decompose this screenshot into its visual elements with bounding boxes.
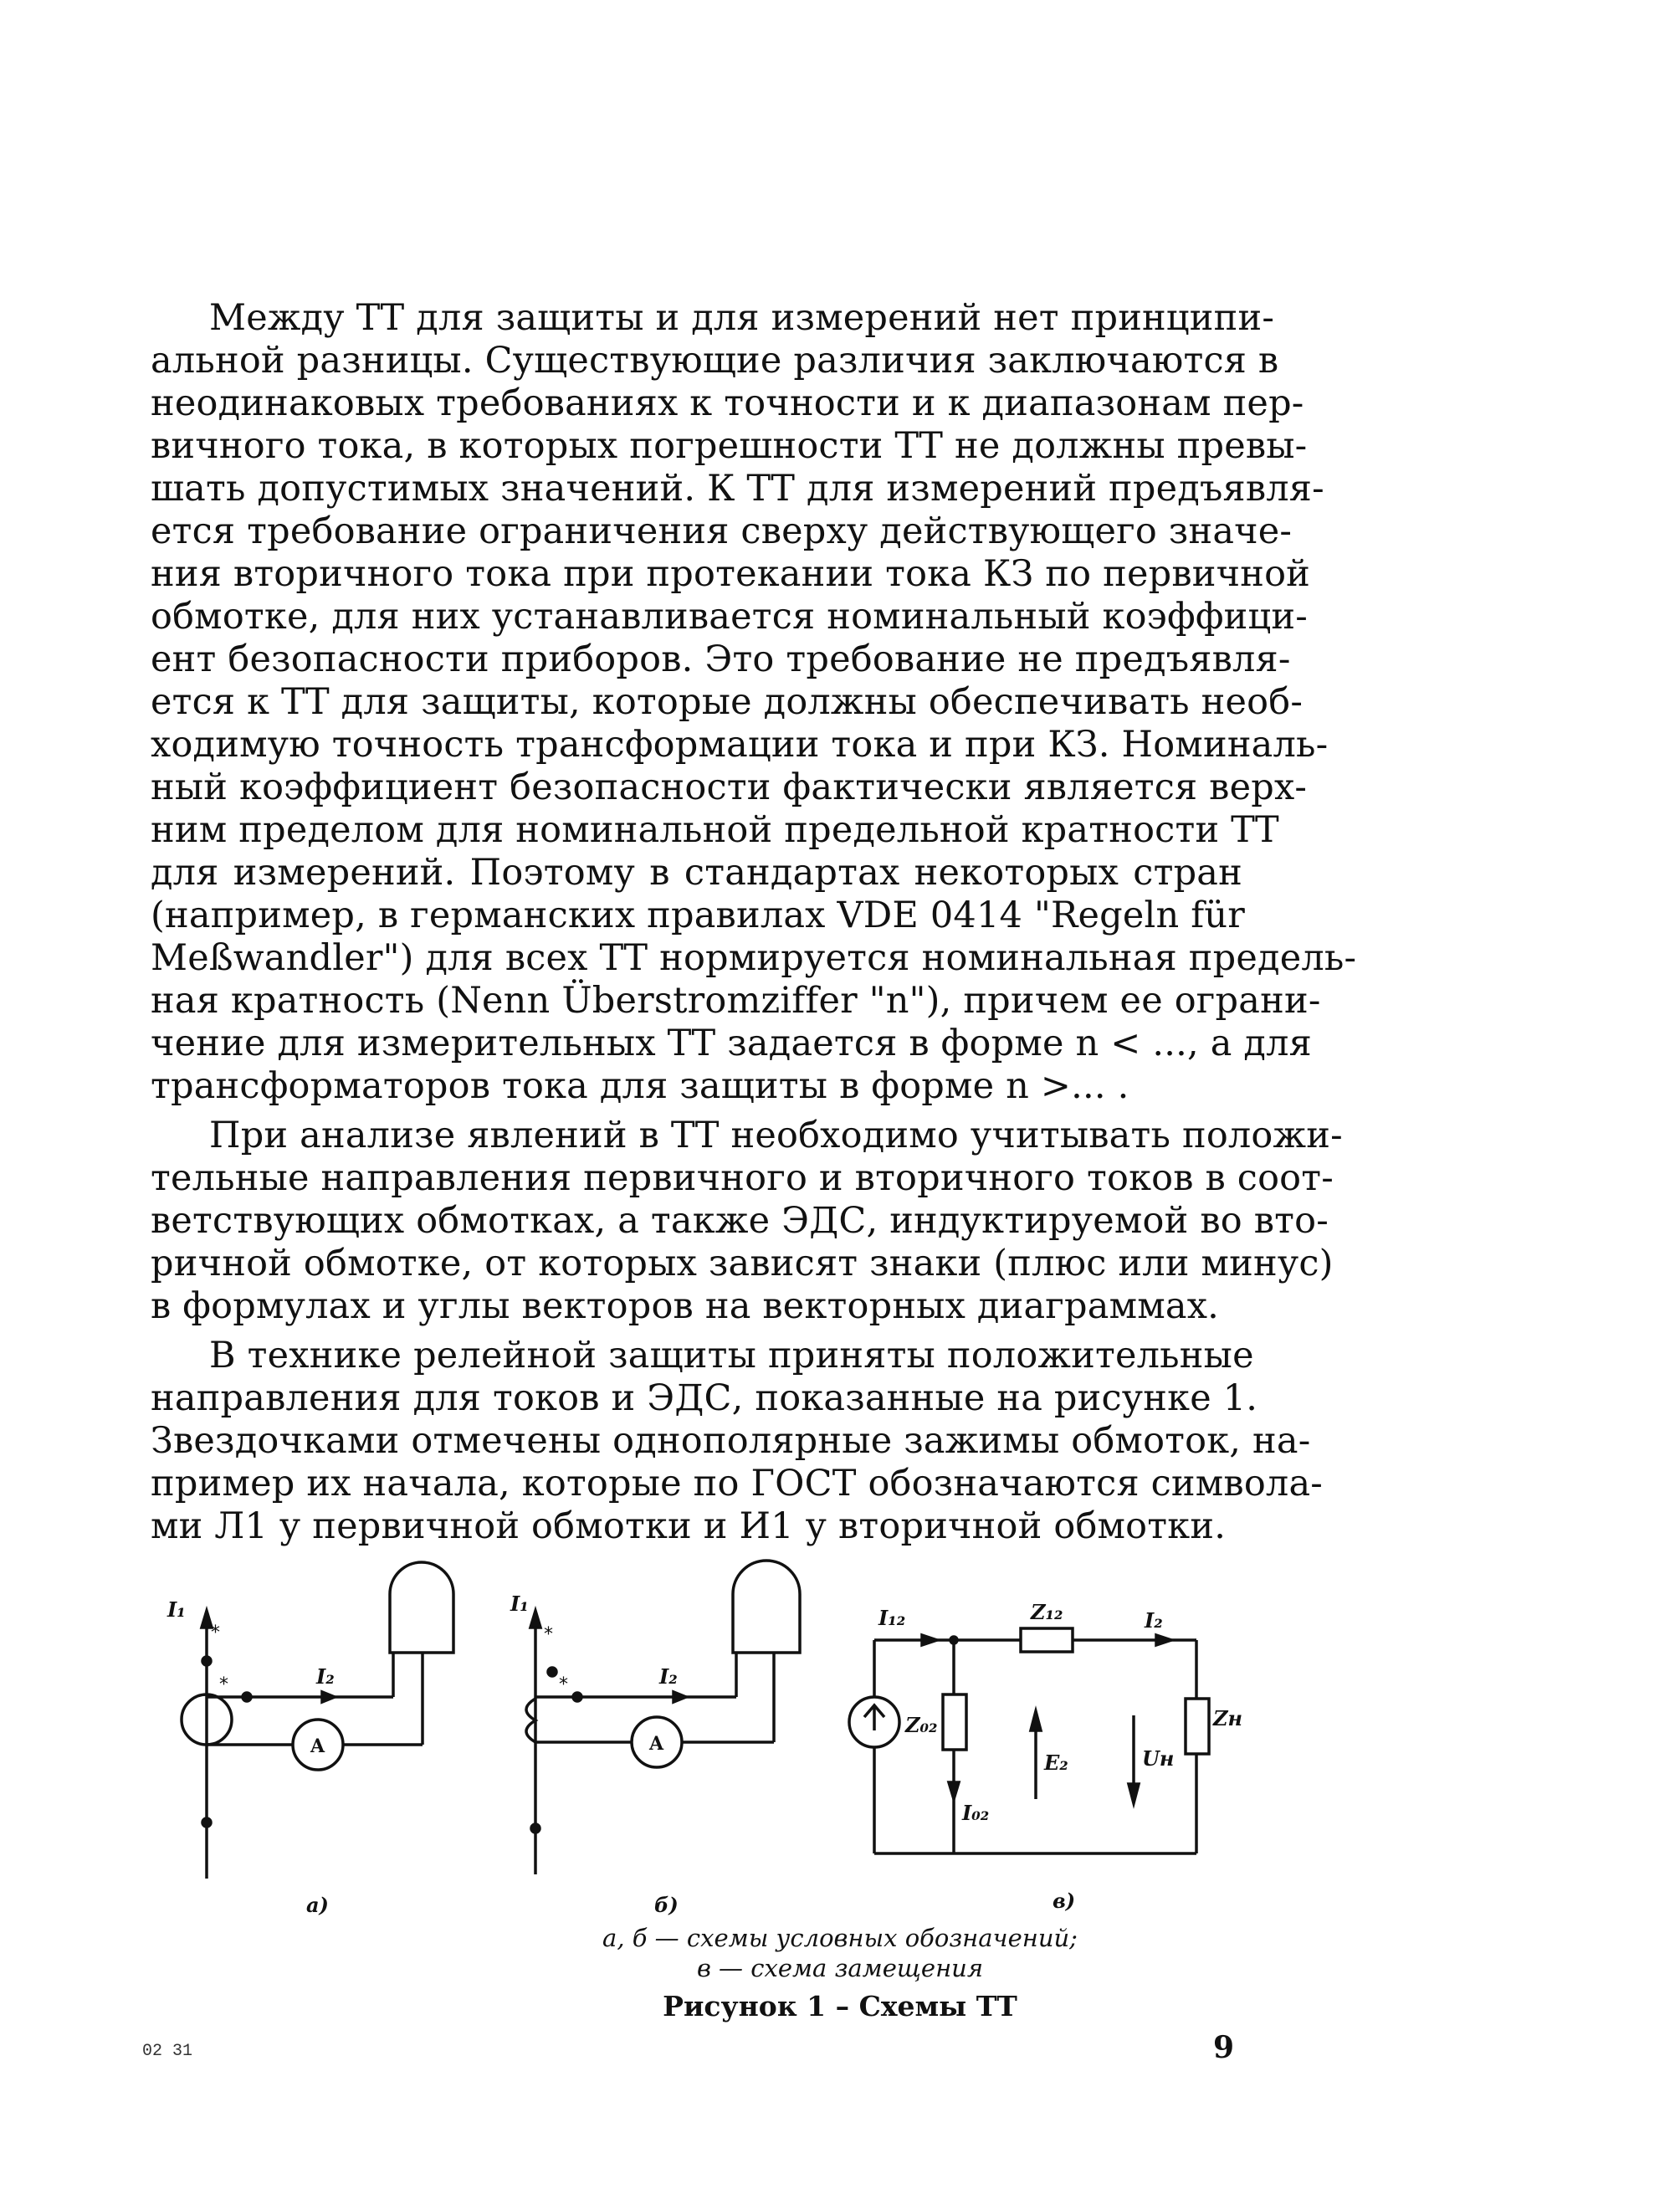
relay-a <box>390 1562 453 1653</box>
label-b-sub: б) <box>654 1893 679 1917</box>
text-line: ный коэффициент безопасности фактически является верх- <box>151 766 1308 808</box>
label-c-i12: I₁₂ <box>878 1606 906 1630</box>
text-line: ния вторичного тока при протекании тока КЗ по первичной <box>151 553 1311 595</box>
text-line: ент безопасности приборов. Это требование не предъявля- <box>151 638 1291 680</box>
text-line: пример их начала, которые по ГОСТ обозначаются символа- <box>151 1463 1324 1505</box>
label-a-sub: а) <box>306 1893 329 1917</box>
text-line: обмотке, для них устанавливается номинальный коэффици- <box>151 596 1308 638</box>
text-line: ется требование ограничения сверху действующего значе- <box>151 510 1293 552</box>
star-marker: * <box>559 1674 568 1695</box>
text-line: вичного тока, в которых погрешности ТТ не должны превы- <box>151 425 1308 467</box>
relay-b <box>733 1561 800 1653</box>
text-line: ходимую точность трансформации тока и при КЗ. Номиналь- <box>151 724 1329 766</box>
text-line: В технике релейной защиты приняты положительные <box>209 1335 1254 1376</box>
label-c-un: Uн <box>1142 1746 1175 1771</box>
footer-code: 02 31 <box>142 2042 193 2061</box>
label-b-i2: I₂ <box>659 1664 678 1689</box>
star-marker: * <box>211 1623 220 1643</box>
label-c-z12: Z₁₂ <box>1031 1600 1063 1624</box>
label-c-z02: Z₀₂ <box>905 1713 938 1737</box>
text-line: в формулах и углы векторов на векторных диаграммах. <box>151 1285 1220 1327</box>
diagram-v <box>849 1628 1209 1853</box>
star-marker: * <box>544 1624 553 1645</box>
figure-title: Рисунок 1 – Схемы ТТ <box>663 1990 1017 2022</box>
text-line: чение для измерительных ТТ задается в форме n < ..., а для <box>151 1023 1312 1064</box>
caption-line: в — схема замещения <box>696 1954 984 1982</box>
label-c-e2: E₂ <box>1044 1751 1068 1775</box>
text-line: тельные направления первичного и вторичного токов в соот- <box>151 1157 1334 1199</box>
text-line: (например, в германских правилах VDE 0414 "Regeln für <box>151 895 1246 936</box>
label-c-zn: Zн <box>1213 1706 1243 1730</box>
text-line: ная кратность (Nenn Überstromziffer "n"), причем ее ограни- <box>151 980 1321 1022</box>
text-line: шать допустимых значений. К ТТ для измерений предъявля- <box>151 468 1324 510</box>
label-c-i2: I₂ <box>1145 1608 1163 1633</box>
page-number: 9 <box>1213 2030 1235 2065</box>
text-line: ется к ТТ для защиты, которые должны обеспечивать необ- <box>151 681 1304 723</box>
label-c-i02: I₀₂ <box>962 1801 990 1825</box>
text-line: ми Л1 у первичной обмотки и И1 у вторичной обмотки. <box>151 1505 1227 1547</box>
star-marker: * <box>219 1674 228 1695</box>
label-b-meter: A <box>649 1733 664 1755</box>
text-line: Meßwandler") для всех ТТ нормируется номинальная предель- <box>151 937 1357 979</box>
impedance-z12 <box>1021 1628 1073 1652</box>
text-line: ричной обмотке, от которых зависят знаки (плюс или минус) <box>151 1243 1334 1284</box>
text-line: для измерений. Поэтому в стандартах некоторых стран <box>151 852 1242 894</box>
label-b-i1: I₁ <box>510 1592 529 1616</box>
text-line: При анализе явлений в ТТ необходимо учитывать положи- <box>209 1115 1343 1156</box>
text-line: направления для токов и ЭДС, показанные на рисунке 1. <box>151 1377 1258 1419</box>
text-line: неодинаковых требованиях к точности и к диапазонам пер- <box>151 382 1304 424</box>
caption-line: а, б — схемы условных обозначений; <box>602 1924 1078 1952</box>
text-line: Между ТТ для защиты и для измерений нет принципи- <box>209 297 1275 339</box>
text-line: Звездочками отмечены однополярные зажимы обмоток, на- <box>151 1420 1311 1462</box>
label-a-meter: A <box>310 1735 325 1757</box>
impedance-zn <box>1186 1699 1209 1754</box>
text-line: ним пределом для номинальной предельной кратности ТТ <box>151 809 1279 851</box>
text-line: альной разницы. Существующие различия заключаются в <box>151 340 1279 382</box>
impedance-z02 <box>943 1694 966 1750</box>
text-line: ветствующих обмотках, а также ЭДС, индуктируемой во вто- <box>151 1200 1329 1242</box>
diagram-b <box>526 1561 800 1874</box>
label-c-sub: в) <box>1053 1889 1076 1913</box>
label-a-i1: I₁ <box>167 1597 186 1622</box>
label-a-i2: I₂ <box>316 1664 335 1689</box>
figure-caption <box>0 1923 1680 1983</box>
diagram-a <box>182 1562 453 1879</box>
text-line: трансформаторов тока для защиты в форме n >... . <box>151 1065 1129 1107</box>
